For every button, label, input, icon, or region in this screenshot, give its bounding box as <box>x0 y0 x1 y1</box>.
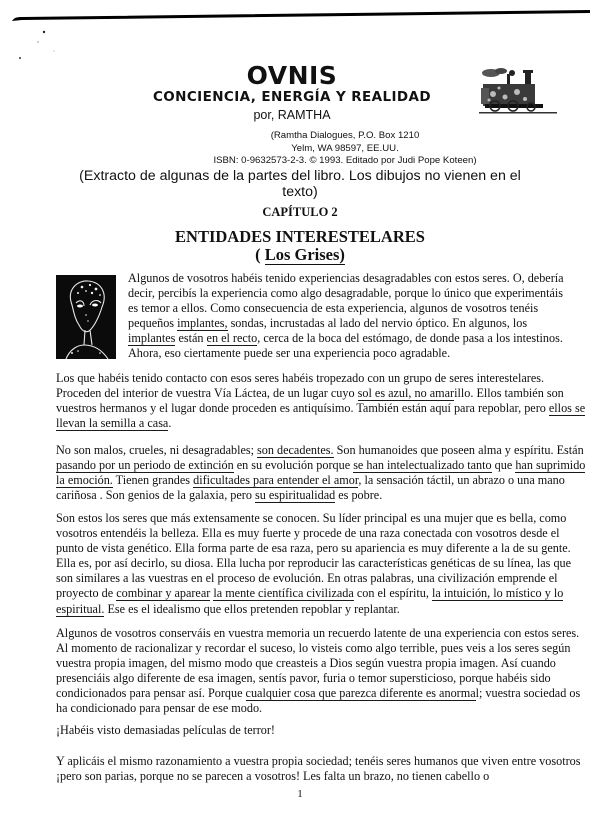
text-run: es pobre. <box>335 488 383 503</box>
text-run: illo. Ellos también son vuestros hermanos y el lugar donde proceden es antiquísimo. También están aquí para repoblar, pero <box>56 386 564 416</box>
underlined-phrase: pasando por un periodo de extinción <box>56 458 234 473</box>
underlined-phrase: combinar y aparear <box>116 586 211 601</box>
grey-alien-portrait-icon <box>56 275 116 359</box>
text-run: , cerca de la boca del estómago, de donde pasa a los intestinos. Ahora, eso ciertamente puede ser una experiencia poco agradable. <box>128 331 563 361</box>
text-run: en su evolución porque <box>233 458 354 473</box>
text-run: Tienen grandes <box>112 473 194 488</box>
book-author: por, RAMTHA <box>253 108 331 122</box>
paragraph-5 <box>56 626 586 717</box>
section-subtitle-text: Los Grises) <box>264 245 345 264</box>
publisher-info <box>90 130 600 168</box>
underlined-phrase: implantes, <box>177 316 228 331</box>
scan-specks <box>14 28 64 68</box>
underlined-phrase: la intuición, lo místico y lo espiritual. <box>56 586 564 616</box>
text-run: Algunos de vosotros habéis tenido experiencias desagradables con estos seres. O, debería decir, percibís la experiencia como algo desagradable, porque lo único que experimentáis es temor a ellos. Como consecuencia de esta experiencia, algunos de vosotros tenéis pequeños <box>128 271 564 331</box>
text-run: con el espíritu, <box>353 586 432 601</box>
excerpt-note: (Extracto de algunas de la partes del libro. Los dibujos no vienen en el texto) <box>79 168 521 200</box>
text-run: Son estos los seres que más extensamente se conocen. Su líder principal es una mujer que es bella, como vosotros entendéis la belleza. Ella es muy fuerte y procede de una raza conectada con vosotros desde el punto de vista genético. Ella forma parte de esa raza, pero su apariencia es muy diferente a la de su gente. Ella es, por así decirlo, su diosa. Ella lucha por reproducir las características genéticas de su línea, las que son similares a las vuestras en el proceso de evolución. En otras palabras, una civilización emprende el proyecto de <box>56 511 572 601</box>
text-run: Y aplicáis el mismo razonamiento a vuestra propia sociedad; tenéis seres humanos que viven entre vosotros ¡pero son parias, porque no se parecen a vosotros! Les falta un brazo, no tienen cabello o <box>56 754 581 784</box>
underlined-phrase: cualquier cosa que parezca diferente es anorma <box>245 686 476 701</box>
book-subtitle: CONCIENCIA, ENERGÍA Y REALIDAD <box>152 89 431 105</box>
underlined-phrase: la mente científica civilizada <box>213 586 354 601</box>
section-subtitle: ( Los Grises) <box>255 245 345 264</box>
paragraph-6 <box>56 723 586 738</box>
text-run: que <box>491 458 516 473</box>
underlined-phrase: en el recto <box>206 331 258 346</box>
scan-edge-line <box>12 8 592 22</box>
text-run: Ese es el idealismo que ellos pretenden repoblar y replantar. <box>104 601 400 616</box>
text-run: . <box>168 416 172 431</box>
underlined-phrase: su espiritualidad <box>255 488 336 503</box>
underlined-phrase: son decadentes. <box>257 443 334 457</box>
underlined-phrase: han suprimido la emoción. <box>56 458 586 488</box>
text-run: No son malos, crueles, ni desagradables; <box>56 443 258 457</box>
publisher-line: (Ramtha Dialogues, P.O. Box 1210 <box>270 130 420 141</box>
section-heading <box>0 228 600 264</box>
page-number: 1 <box>297 788 303 800</box>
text-run: ¡Habéis visto demasiadas películas de terror! <box>56 723 275 737</box>
paragraph-2 <box>56 371 586 431</box>
paragraph-7 <box>56 754 586 784</box>
text-run: , la sensación táctil, un abrazo o una mano cariñosa . Son genios de la galaxia, pero <box>56 473 565 503</box>
text-run: Son humanoides que poseen alma y espíritu. Están <box>333 443 584 457</box>
text-run: sondas, incrustadas al lado del nervio óptico. En algunos, los <box>227 316 528 331</box>
section-title: ENTIDADES INTERESTELARES <box>175 227 425 246</box>
underlined-phrase: sol es azul, no amar <box>357 386 455 401</box>
chapter-heading: CAPÍTULO 2 <box>262 205 338 219</box>
text-run: Los que habéis tenido contacto con esos seres habéis tropezado con un grupo de seres interestelares. Proceden del interior de vuestra Vía Láctea, de un lugar cuyo <box>56 371 545 401</box>
publisher-line: Yelm, WA 98597, EE.UU. <box>291 142 399 154</box>
book-title: OVNIS <box>246 61 338 90</box>
paragraph-3 <box>56 443 586 503</box>
steam-locomotive-icon <box>479 66 557 116</box>
underlined-phrase: se han intelectualizado tanto <box>353 458 492 473</box>
publisher-line: ISBN: 0-9632573-2-3. © 1993. Editado por Judi Pope Koteen) <box>213 155 477 167</box>
underlined-phrase: implantes <box>128 331 176 346</box>
text-run: l; vuestra sociedad os ha condicionado para pensar de ese modo. <box>56 686 581 716</box>
underlined-phrase: dificultades para entender el amor <box>193 473 359 488</box>
text-run: están <box>175 331 207 346</box>
paragraph-4 <box>56 511 586 617</box>
text-run: Algunos de vosotros conserváis en vuestra memoria un recuerdo latente de una experiencia con estos seres. Al momento de racionalizar y recordar el suceso, lo visteis como algo terrible, pues veis a los seres según vuestra propia imagen, del mismo modo que creasteis a Dios según vuestra propia imagen. Así cuando presenciáis algo diferente de esa imagen, sentís pavor, furia o temor supersticioso, porque habéis sido condicionados para pensar así. Porque <box>56 626 580 701</box>
paragraph-1 <box>128 271 568 362</box>
underlined-phrase: ellos se llevan la semilla a casa <box>56 401 586 431</box>
